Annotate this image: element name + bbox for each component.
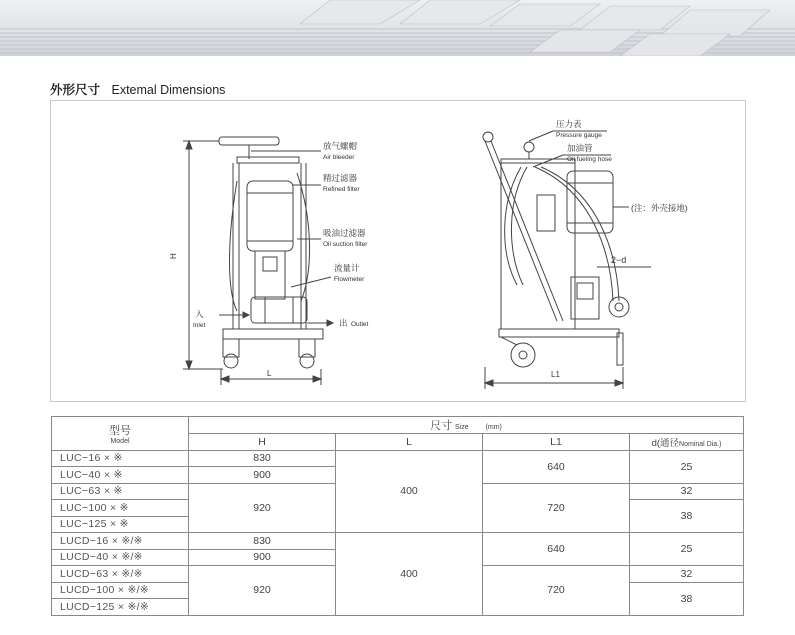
section-title xyxy=(50,80,225,98)
d-cell: 25 xyxy=(630,533,744,566)
header-l: L xyxy=(336,434,483,451)
section-title-en: Extemal Dimensions xyxy=(111,83,226,97)
header-d xyxy=(630,434,744,451)
drawing-frame xyxy=(50,100,746,402)
section-title-cn: 外形尺寸 xyxy=(50,83,101,97)
model-cell: LUC−16 × ※ xyxy=(52,450,189,467)
label-inlet-en: Inlet xyxy=(193,322,206,329)
label-flowmeter-cn: 流量计 xyxy=(334,263,360,273)
header-size-en: Size xyxy=(455,424,469,431)
label-l1-dim: L1 xyxy=(551,370,560,379)
label-2d: 2−d xyxy=(611,255,627,265)
label-refined-filter-cn: 精过滤器 xyxy=(323,173,358,183)
label-h-dim: H xyxy=(169,253,178,259)
label-l-dim: L xyxy=(267,369,272,378)
label-outlet-en: Outlet xyxy=(351,321,369,328)
model-cell: LUCD−100 × ※/※ xyxy=(52,582,189,599)
header-d-en: Nominal Dia.) xyxy=(679,440,722,448)
header-size xyxy=(189,417,744,434)
l-cell: 400 xyxy=(336,533,483,616)
h-cell: 900 xyxy=(189,549,336,566)
model-cell: LUC−125 × ※ xyxy=(52,516,189,533)
label-refined-filter-en: Refined filter xyxy=(323,186,360,193)
header-banner xyxy=(0,0,795,56)
header-model xyxy=(52,417,189,451)
banner-graphic xyxy=(0,0,795,56)
h-cell: 920 xyxy=(189,566,336,616)
table-header-row-1 xyxy=(52,417,744,434)
label-gauge-cn: 压力表 xyxy=(556,119,582,129)
label-gauge-en: Pressure gauge xyxy=(556,132,602,139)
header-model-en: Model xyxy=(110,437,130,445)
label-suction-filter-en: Oil suction filter xyxy=(323,241,368,248)
header-l1: L1 xyxy=(483,434,630,451)
label-outlet-cn: 出 xyxy=(339,318,348,328)
label-ground-note: (注：外壳接地) xyxy=(631,203,688,213)
label-inlet-cn: 入 xyxy=(195,309,204,319)
d-cell: 32 xyxy=(630,566,744,583)
model-cell: LUCD−40 × ※/※ xyxy=(52,549,189,566)
model-cell: LUCD−125 × ※/※ xyxy=(52,599,189,616)
model-cell: LUC−63 × ※ xyxy=(52,483,189,500)
d-cell: 38 xyxy=(630,582,744,615)
d-cell: 32 xyxy=(630,483,744,500)
table-row xyxy=(52,450,744,467)
h-cell: 830 xyxy=(189,450,336,467)
label-hose-en: Oil fueling hose xyxy=(567,156,612,163)
l1-cell: 640 xyxy=(483,450,630,483)
l1-cell: 640 xyxy=(483,533,630,566)
l1-cell: 720 xyxy=(483,566,630,616)
model-cell: LUC−40 × ※ xyxy=(52,467,189,484)
header-model-cn: 型号 xyxy=(109,424,131,437)
d-cell: 38 xyxy=(630,500,744,533)
dimension-drawing xyxy=(51,101,745,401)
label-air-bleeder-en: Air bleeder xyxy=(323,154,355,161)
label-suction-filter-cn: 吸油过滤器 xyxy=(323,228,366,238)
l1-cell: 720 xyxy=(483,483,630,533)
table-row xyxy=(52,533,744,550)
label-flowmeter-en: Flowmeter xyxy=(334,276,365,283)
header-unit: (mm) xyxy=(485,424,502,431)
d-cell: 25 xyxy=(630,450,744,483)
model-cell: LUC−100 × ※ xyxy=(52,500,189,517)
l-cell: 400 xyxy=(336,450,483,533)
header-h: H xyxy=(189,434,336,451)
dimensions-table xyxy=(51,416,744,616)
header-size-cn: 尺寸 xyxy=(430,420,453,432)
model-cell: LUCD−63 × ※/※ xyxy=(52,566,189,583)
h-cell: 920 xyxy=(189,483,336,533)
label-air-bleeder-cn: 放气螺帽 xyxy=(323,141,358,151)
h-cell: 900 xyxy=(189,467,336,484)
h-cell: 830 xyxy=(189,533,336,550)
model-cell: LUCD−16 × ※/※ xyxy=(52,533,189,550)
label-hose-cn: 加油管 xyxy=(567,143,593,153)
header-d-cn: d(通径 xyxy=(651,437,680,449)
